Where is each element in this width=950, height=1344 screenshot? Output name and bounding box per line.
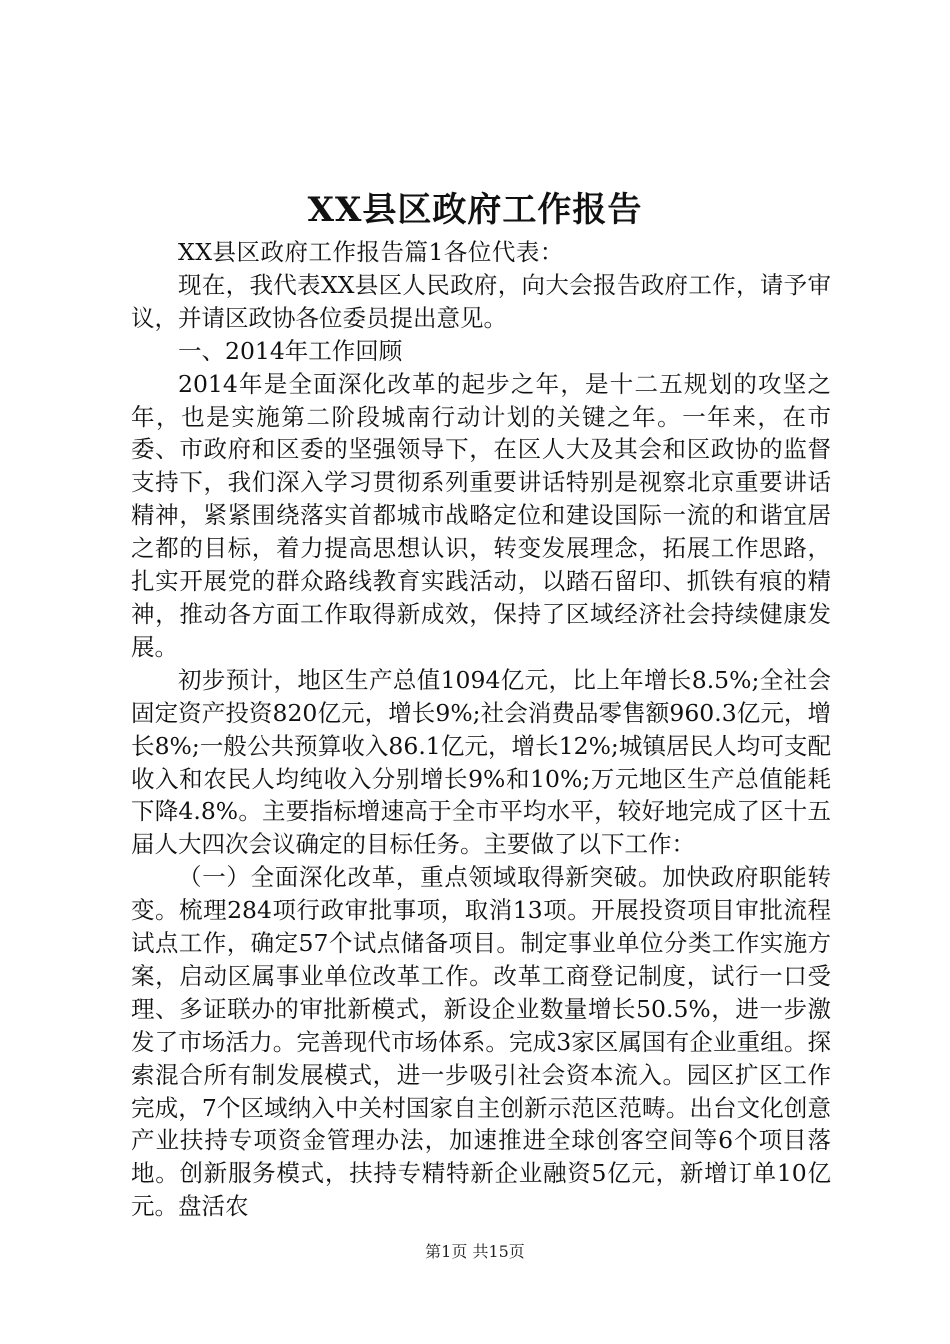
document-body: [131, 236, 831, 1223]
paragraph-reform: （一）全面深化改革，重点领域取得新突破。加快政府职能转变。梳理284项行政审批事项，取消13项。开展投资项目审批流程试点工作，确定57个试点储备项目。制定事业单位分类工作实施方案，启动区属事业单位改革工作。改革工商登记制度，试行一口受理、多证联办的审批新模式，新设企业数量增长50.5%，进一步激发了市场活力。完善现代市场体系。完成3家区属国有企业重组。探索混合所有制发展模式，进一步吸引社会资本流入。园区扩区工作完成，7个区域纳入中关村国家自主创新示范区范畴。出台文化创意产业扶持专项资金管理办法，加速推进全球创客空间等6个项目落地。创新服务模式，扶持专精特新企业融资5亿元，新增订单10亿元。盘活农: [131, 863, 831, 1221]
section-heading: 一、2014年工作回顾: [178, 336, 403, 365]
paragraph-greeting: XX县区政府工作报告篇1各位代表：: [178, 238, 564, 266]
paragraph-indicators: 初步预计，地区生产总值1094亿元，比上年增长8.5%;全社会固定资产投资820亿元，增长9%;社会消费品零售额960.3亿元，增长8%;一般公共预算收入86.1亿元，增长12%;城镇居民人均可支配收入和农民人均纯收入分别增长9%和10%;万元地区生产总值能耗下降4.8%。主要指标增速高于全市平均水平，较好地完成了区十五届人大四次会议确定的目标任务。主要做了以下工作：: [131, 665, 831, 859]
document-title: XX县区政府工作报告: [307, 190, 643, 230]
page-number: 第1页 共15页: [425, 1242, 525, 1261]
paragraph-intro: 现在，我代表XX县区人民政府，向大会报告政府工作，请予审议，并请区政协各位委员提出意见。: [131, 270, 831, 332]
paragraph-review: 2014年是全面深化改革的起步之年，是十二五规划的攻坚之年，也是实施第二阶段城南行动计划的关键之年。一年来，在市委、市政府和区委的坚强领导下，在区人大及其会和区政协的监督支持下，我们深入学习贯彻系列重要讲话特别是视察北京重要讲话精神，紧紧围绕落实首都城市战略定位和建设国际一流的和谐宜居之都的目标，着力提高思想认识，转变发展理念，拓展工作思路，扎实开展党的群众路线教育实践活动，以踏石留印、抓铁有痕的精神，推动各方面工作取得新成效，保持了区域经济社会持续健康发展。: [131, 369, 831, 661]
